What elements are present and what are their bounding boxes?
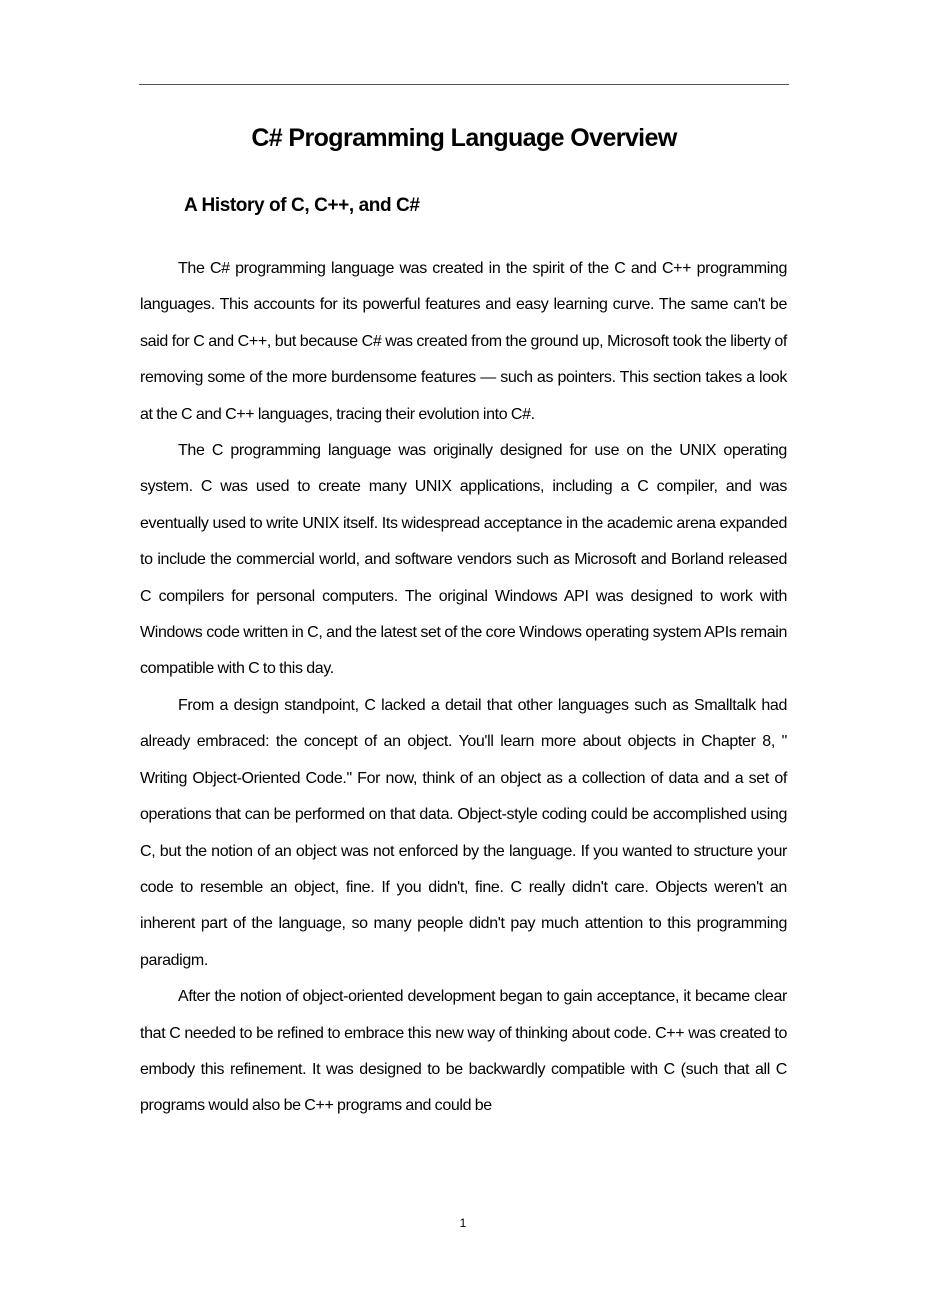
paragraph-3: From a design standpoint, C lacked a detail that other languages such as Smalltalk had already embraced: the concept of an object. You'll learn more about objects in Chapter 8, " Writing Object-Oriented Code." For now, think of an object as a collection of data and a set of operations that can be performed on that data. Object-style coding could be accomplished using C, but the notion of an object was not enforced by the language. If you wanted to structure your code to resemble an object, fine. If you didn't, fine. C really didn't care. Objects weren't an inherent part of the language, so many people didn't pay much attention to this programming paradigm. — [140, 696, 787, 969]
document-title: C# Programming Language Overview — [251, 124, 677, 152]
page-number: 1 — [459, 1216, 467, 1230]
section-heading: A History of C, C++, and C# — [184, 195, 420, 216]
paragraph-1: The C# programming language was created in the spirit of the C and C++ programming languages. This accounts for its powerful features and easy learning curve. The same can't be said for C and C++, but because C# was created from the ground up, Microsoft took the liberty of removing some of the more burdensome features — such as pointers. This section takes a look at the C and C++ languages, tracing their evolution into C#. — [140, 260, 787, 423]
header-rule — [139, 84, 789, 85]
body-text — [140, 251, 787, 1125]
paragraph-2: The C programming language was originally designed for use on the UNIX operating system. C was used to create many UNIX applications, including a C compiler, and was eventually used to write UNIX itself. Its widespread acceptance in the academic arena expanded to include the commercial world, and software vendors such as Microsoft and Borland released C compilers for personal computers. The original Windows API was designed to work with Windows code written in C, and the latest set of the core Windows operating system APIs remain compatible with C to this day. — [140, 442, 787, 678]
paragraph-4: After the notion of object-oriented development began to gain acceptance, it became clear that C needed to be refined to embrace this new way of thinking about code. C++ was created to embody this refinement. It was designed to be backwardly compatible with C (such that all C programs would also be C++ programs and could be — [140, 988, 787, 1115]
